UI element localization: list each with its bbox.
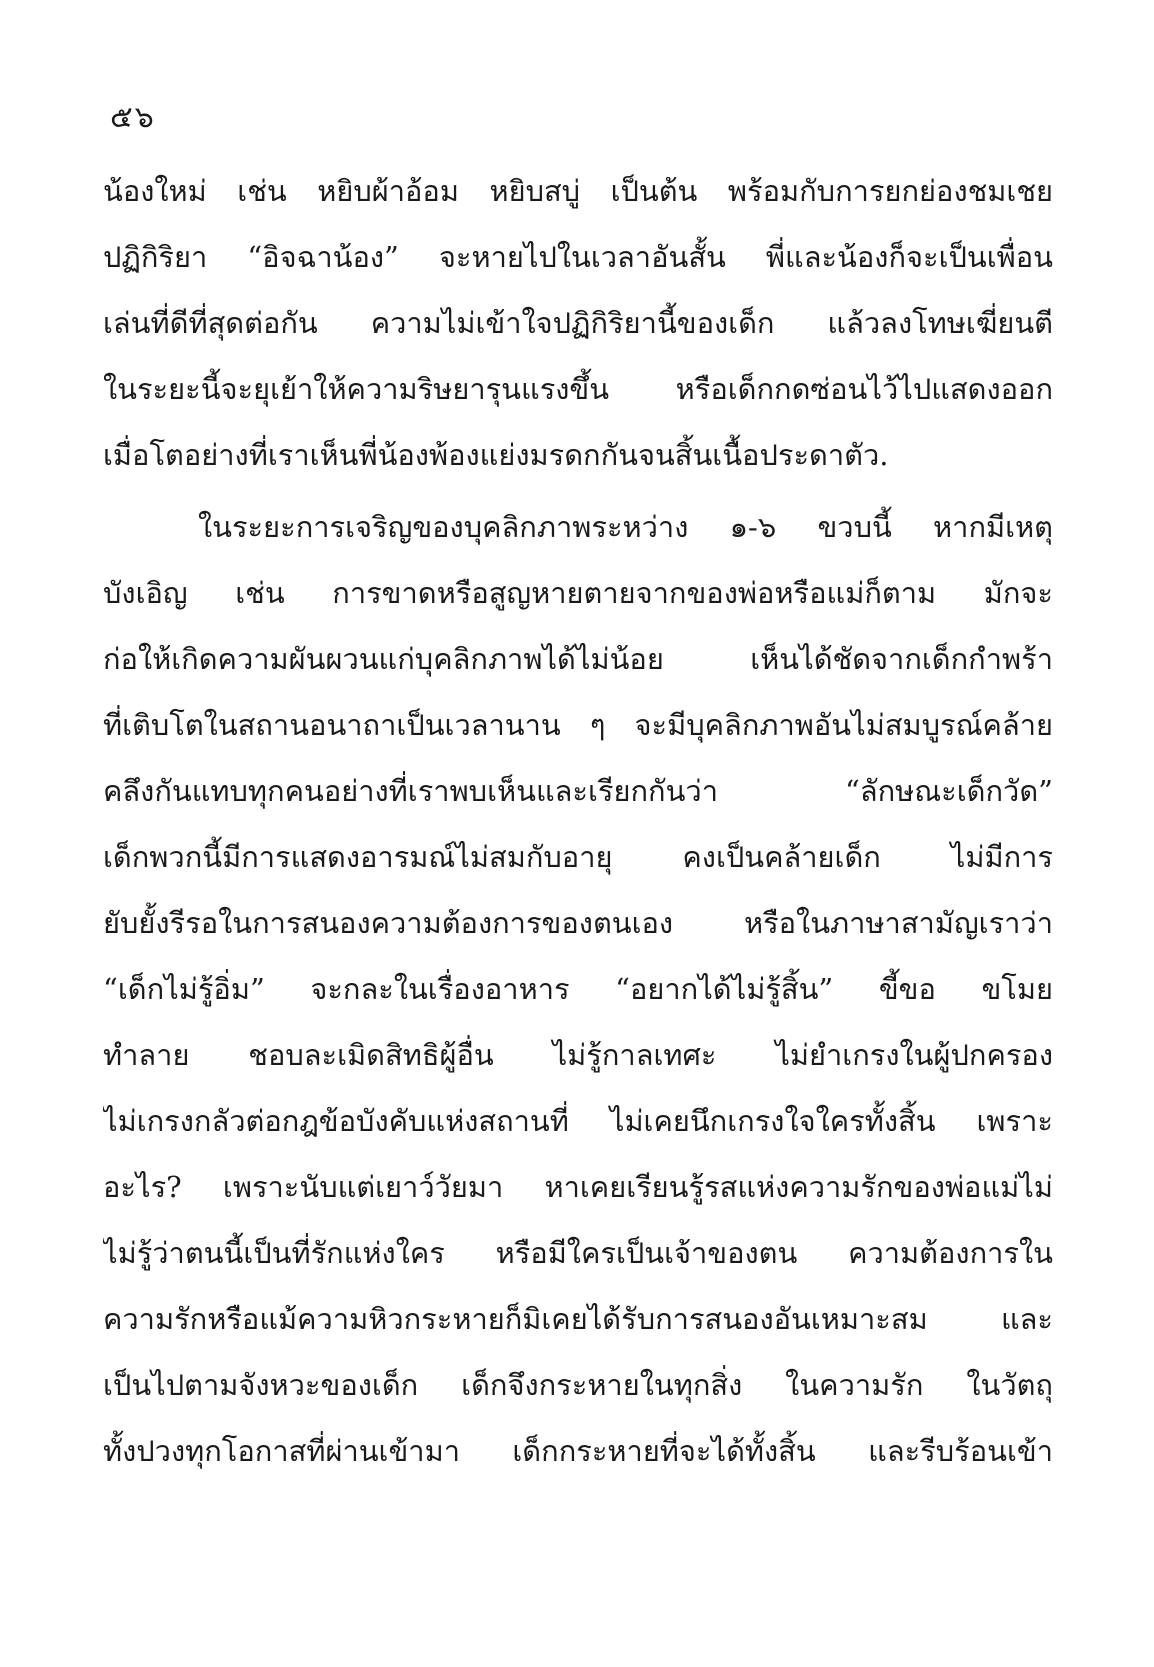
text-line: ปฏิกิริยา “อิจฉาน้อง” จะหายไปในเวลาอันสั้น พี่และน้องก็จะเป็นเพื่อน: [103, 240, 1053, 274]
page-number: ๕๖: [110, 100, 156, 135]
text-line: ความรักหรือแม้ความหิวกระหายก็มิเคยได้รับการสนองอันเหมาะสม และ: [103, 1302, 1053, 1336]
text-line: อะไร? เพราะนับแต่เยาว์วัยมา หาเคยเรียนรู้รสแห่งความรักของพ่อแม่ไม่: [103, 1170, 1053, 1204]
body-text: [103, 158, 1053, 1484]
text-line: ยับยั้งรีรอในการสนองความต้องการของตนเอง หรือในภาษาสามัญเราว่า: [103, 906, 1053, 940]
text-line: ก่อให้เกิดความผันผวนแก่บุคลิกภาพได้ไม่น้อย เห็นได้ชัดจากเด็กกำพร้า: [103, 642, 1053, 676]
text-line: บังเอิญ เช่น การขาดหรือสูญหายตายจากของพ่อหรือแม่ก็ตาม มักจะ: [103, 576, 1053, 610]
text-line: ที่เติบโตในสถานอนาถาเป็นเวลานาน ๆ จะมีบุคลิกภาพอันไม่สมบูรณ์คล้าย: [103, 708, 1053, 742]
text-line: เป็นไปตามจังหวะของเด็ก เด็กจึงกระหายในทุกสิ่ง ในความรัก ในวัตถุ: [103, 1368, 1053, 1402]
text-line: ไม่รู้ว่าตนนี้เป็นที่รักแห่งใคร หรือมีใครเป็นเจ้าของตน ความต้องการใน: [103, 1236, 1053, 1270]
paragraph-2: [103, 494, 1053, 1484]
text-line: เมื่อโตอย่างที่เราเห็นพี่น้องพ้องแย่งมรดกกันจนสิ้นเนื้อประดาตัว.: [103, 438, 889, 472]
text-line: เด็กพวกนี้มีการแสดงอารมณ์ไม่สมกับอายุ คงเป็นคล้ายเด็ก ไม่มีการ: [103, 840, 1053, 874]
text-line: ทั้งปวงทุกโอกาสที่ผ่านเข้ามา เด็กกระหายที่จะได้ทั้งสิ้น และรีบร้อนเข้า: [103, 1434, 1053, 1468]
text-line: ทำลาย ชอบละเมิดสิทธิผู้อื่น ไม่รู้กาลเทศะ ไม่ยำเกรงในผู้ปกครอง: [103, 1038, 1053, 1072]
text-line: ในระยะนี้จะยุเย้าให้ความริษยารุนแรงขึ้น หรือเด็กกดซ่อนไว้ไปแสดงออก: [103, 372, 1053, 406]
text-line: ในระยะการเจริญของบุคลิกภาพระหว่าง ๑-๖ ขวบนี้ หากมีเหตุ: [198, 510, 1053, 544]
text-line: คลึงกันแทบทุกคนอย่างที่เราพบเห็นและเรียกกันว่า “ลักษณะเด็กวัด”: [103, 774, 1053, 808]
text-line: ไม่เกรงกลัวต่อกฎข้อบังคับแห่งสถานที่ ไม่เคยนึกเกรงใจใครทั้งสิ้น เพราะ: [103, 1104, 1053, 1138]
text-line: เล่นที่ดีที่สุดต่อกัน ความไม่เข้าใจปฏิกิริยานี้ของเด็ก แล้วลงโทษเฆี่ยนตี: [103, 306, 1053, 340]
text-line: น้องใหม่ เช่น หยิบผ้าอ้อม หยิบสบู่ เป็นต้น พร้อมกับการยกย่องชมเชย: [103, 174, 1053, 208]
text-line: “เด็กไม่รู้อิ่ม” จะกละในเรื่องอาหาร “อยากได้ไม่รู้สิ้น” ขี้ขอ ขโมย: [103, 972, 1053, 1006]
paragraph-1: [103, 158, 1053, 488]
